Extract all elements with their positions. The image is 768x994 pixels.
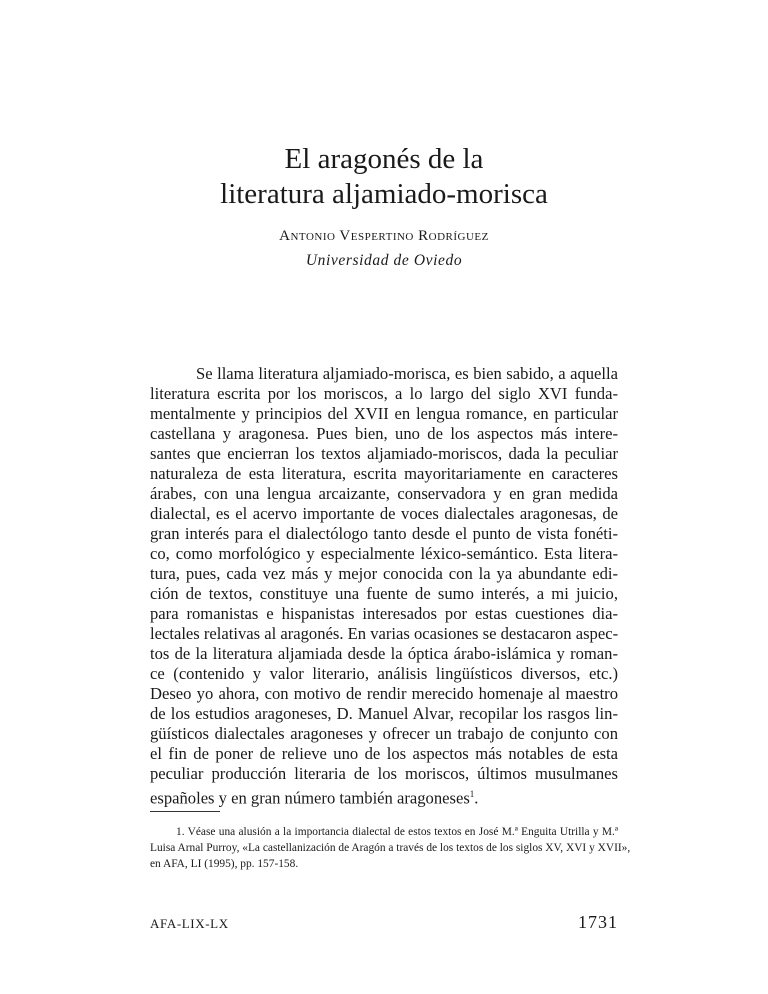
body-line [150,744,618,764]
body-line [150,664,618,684]
body-line-text: santes que encierran los textos aljamiado-moriscos, dada la peculiar [150,444,618,463]
body-line-text: ción de textos, constituye una fuente de sumo interés, a mi juicio, [150,584,618,603]
body-line [150,484,618,504]
body-line-text: literatura escrita por los moriscos, a lo largo del siglo XVI funda- [150,384,618,403]
footnote-line: en AFA, LI (1995), pp. 157-158. [150,858,299,870]
body-line-text: naturaleza de esta literatura, escrita mayoritariamente en caracteres [150,464,618,483]
body-line [150,384,618,404]
body-line [150,404,618,424]
body-line [150,364,618,384]
body-line-text: tos de la literatura aljamiada desde la óptica árabo-islámica y roman- [150,644,618,663]
body-line-text: ce (contenido y valor literario, análisis lingüísticos diversos, etc.) [150,664,618,683]
footnote-line: 1. Véase una alusión a la importancia dialectal de estos textos en José M.ª Enguita Utrilla y M.ª [176,826,618,838]
footnote-reference[interactable]: 1 [469,789,475,799]
body-text [150,364,619,808]
body-line-text: árabes, con una lengua arcaizante, conservadora y en gran medida [150,484,618,503]
footnote-line: Luisa Arnal Purroy, «La castellanización de Aragón a través de los textos de los siglos XV, XVI y XVII», [150,842,631,854]
body-line [150,604,618,624]
body-line-text: gran interés para el dialectólogo tanto desde el punto de vista fonéti- [150,524,618,543]
body-line [150,464,618,484]
body-line [150,444,618,464]
body-line-text: para romanistas e hispanistas interesados por estas cuestiones dia- [150,604,618,623]
body-line-text: lectales relativas al aragonés. En varias ocasiones se destacaron aspec- [150,624,619,643]
body-line-text: Deseo yo ahora, con motivo de rendir merecido homenaje al maestro [150,684,618,703]
body-line [150,584,618,604]
body-line-text: de los estudios aragoneses, D. Manuel Alvar, recopilar los rasgos lin- [150,704,618,723]
body-line [150,504,618,524]
body-line [150,684,618,704]
body-line-text: tura, pues, cada vez más y mejor conocida con la ya abundante edi- [150,564,618,583]
body-line-text: mentalmente y principios del XVII en lengua romance, en particular [150,404,618,423]
body-line-text: españoles y en gran número también aragoneses [150,788,470,808]
body-line [150,564,618,584]
body-line-text: dialectal, es el acervo importante de voces dialectales aragonesas, de [150,504,618,523]
body-line-text: castellana y aragonesa. Pues bien, uno de los aspectos más intere- [150,424,618,443]
body-line: españoles y en gran número también aragoneses$^1$. [150,788,479,808]
body-line-text: el fin de poner de relieve uno de los aspectos más notables de esta [150,744,618,763]
body-line [150,764,618,784]
body-line [150,544,618,564]
footnote [150,824,631,872]
body-line [150,724,618,744]
body-line [150,704,618,724]
author-name: Antonio Vespertino Rodríguez [279,228,489,244]
title-line: literatura aljamiado-morisca [220,178,548,210]
page-number: 1731 [578,912,618,932]
author-affiliation: Universidad de Oviedo [305,252,463,269]
body-line-text: Se llama literatura aljamiado-morisca, es bien sabido, a aquella [196,364,618,383]
body-line [150,624,618,644]
body-line [150,424,618,444]
body-line-text: peculiar producción literaria de los moriscos, últimos musulmanes [150,764,618,783]
body-line-text: güísticos dialectales aragoneses y ofrecer un trabajo de conjunto con [150,724,618,743]
journal-footer: AFA-LIX-LX [150,916,229,931]
title-line: El aragonés de la [284,143,484,175]
footnote-divider [150,811,220,812]
body-line [150,524,618,544]
body-line-text: co, como morfológico y especialmente léxico-semántico. Esta litera- [150,544,618,563]
article-title [0,142,768,212]
body-line [150,644,618,664]
